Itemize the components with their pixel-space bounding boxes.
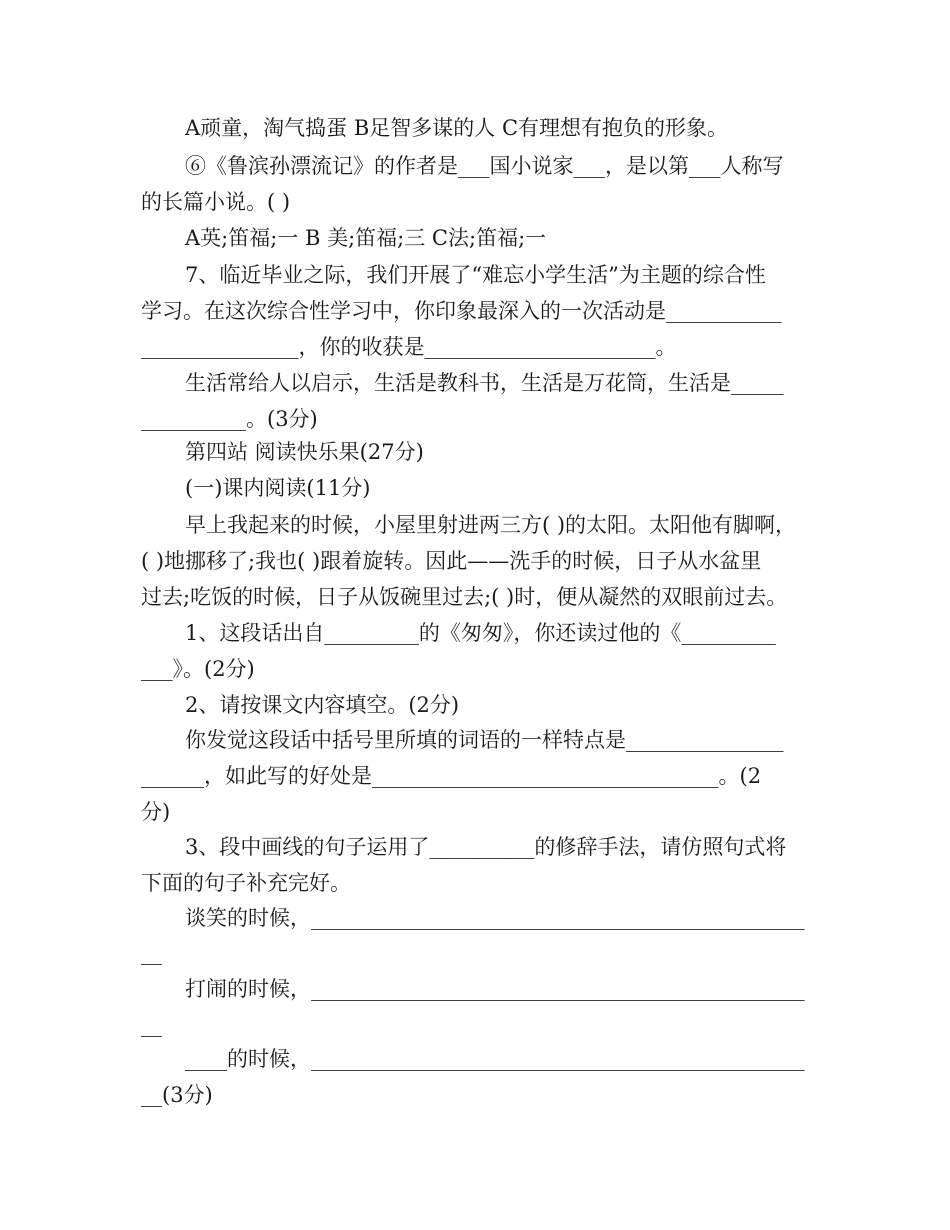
subsection-heading: (一)课内阅读(11分)	[185, 476, 371, 500]
text-line: A顽童，淘气捣蛋 B足智多谋的人 C有理想有抱负的形象。	[185, 116, 729, 140]
text-line: ___》。(2分)	[141, 657, 255, 681]
text-line: 2、请按课文内容填空。(2分)	[185, 693, 460, 717]
text-line: ⑥《鲁滨孙漂流记》的作者是___国小说家___，是以第___人称写	[185, 154, 784, 178]
text-line: 打闹的时候，_______________________________________________	[185, 977, 805, 1001]
text-line: 早上我起来的时候，小屋里射进两三方( )的太阳。太阳他有脚啊，	[185, 513, 797, 537]
text-line: ____的时候，_______________________________________________	[185, 1047, 805, 1071]
text-line: 你发觉这段话中括号里所填的词语的一样特点是_______________	[185, 728, 784, 752]
text-line: __________。(3分)	[141, 407, 318, 431]
text-line: 3、段中画线的句子运用了__________的修辞手法，请仿照句式将	[185, 835, 787, 859]
text-line: 1、这段话出自_________的《匆匆》，你还读过他的《_________	[185, 621, 776, 645]
text-line: 7、临近毕业之际，我们开展了“难忘小学生活”为主题的综合性	[185, 263, 766, 287]
text-line: __(3分)	[141, 1083, 213, 1107]
text-line: 过去;吃饭的时候，日子从饭碗里过去;( )时，便从凝然的双眼前过去。	[141, 585, 788, 609]
text-line: 学习。在这次综合性学习中，你印象最深入的一次活动是___________	[141, 299, 782, 323]
text-line: __	[141, 1013, 162, 1037]
text-line: 下面的句子补充完好。	[141, 871, 351, 895]
text-line: A英;笛福;一 B 美;笛福;三 C法;笛福;一	[185, 226, 547, 250]
text-line: ( )地挪移了;我也( )跟着旋转。因此——洗手的时候，日子从水盆里	[141, 549, 762, 573]
text-line: 的长篇小说。( )	[141, 190, 291, 214]
text-line: _______________，你的收获是______________________。	[141, 335, 677, 359]
text-line: 分)	[141, 800, 171, 824]
text-line: __	[141, 941, 162, 965]
text-line: 谈笑的时候，_______________________________________________	[185, 906, 805, 930]
text-line: ______，如此写的好处是_________________________________。(2	[141, 764, 762, 788]
text-line: 生活常给人以启示，生活是教科书，生活是万花筒，生活是_____	[185, 371, 784, 395]
section-heading: 第四站 阅读快乐果(27分)	[185, 440, 424, 464]
